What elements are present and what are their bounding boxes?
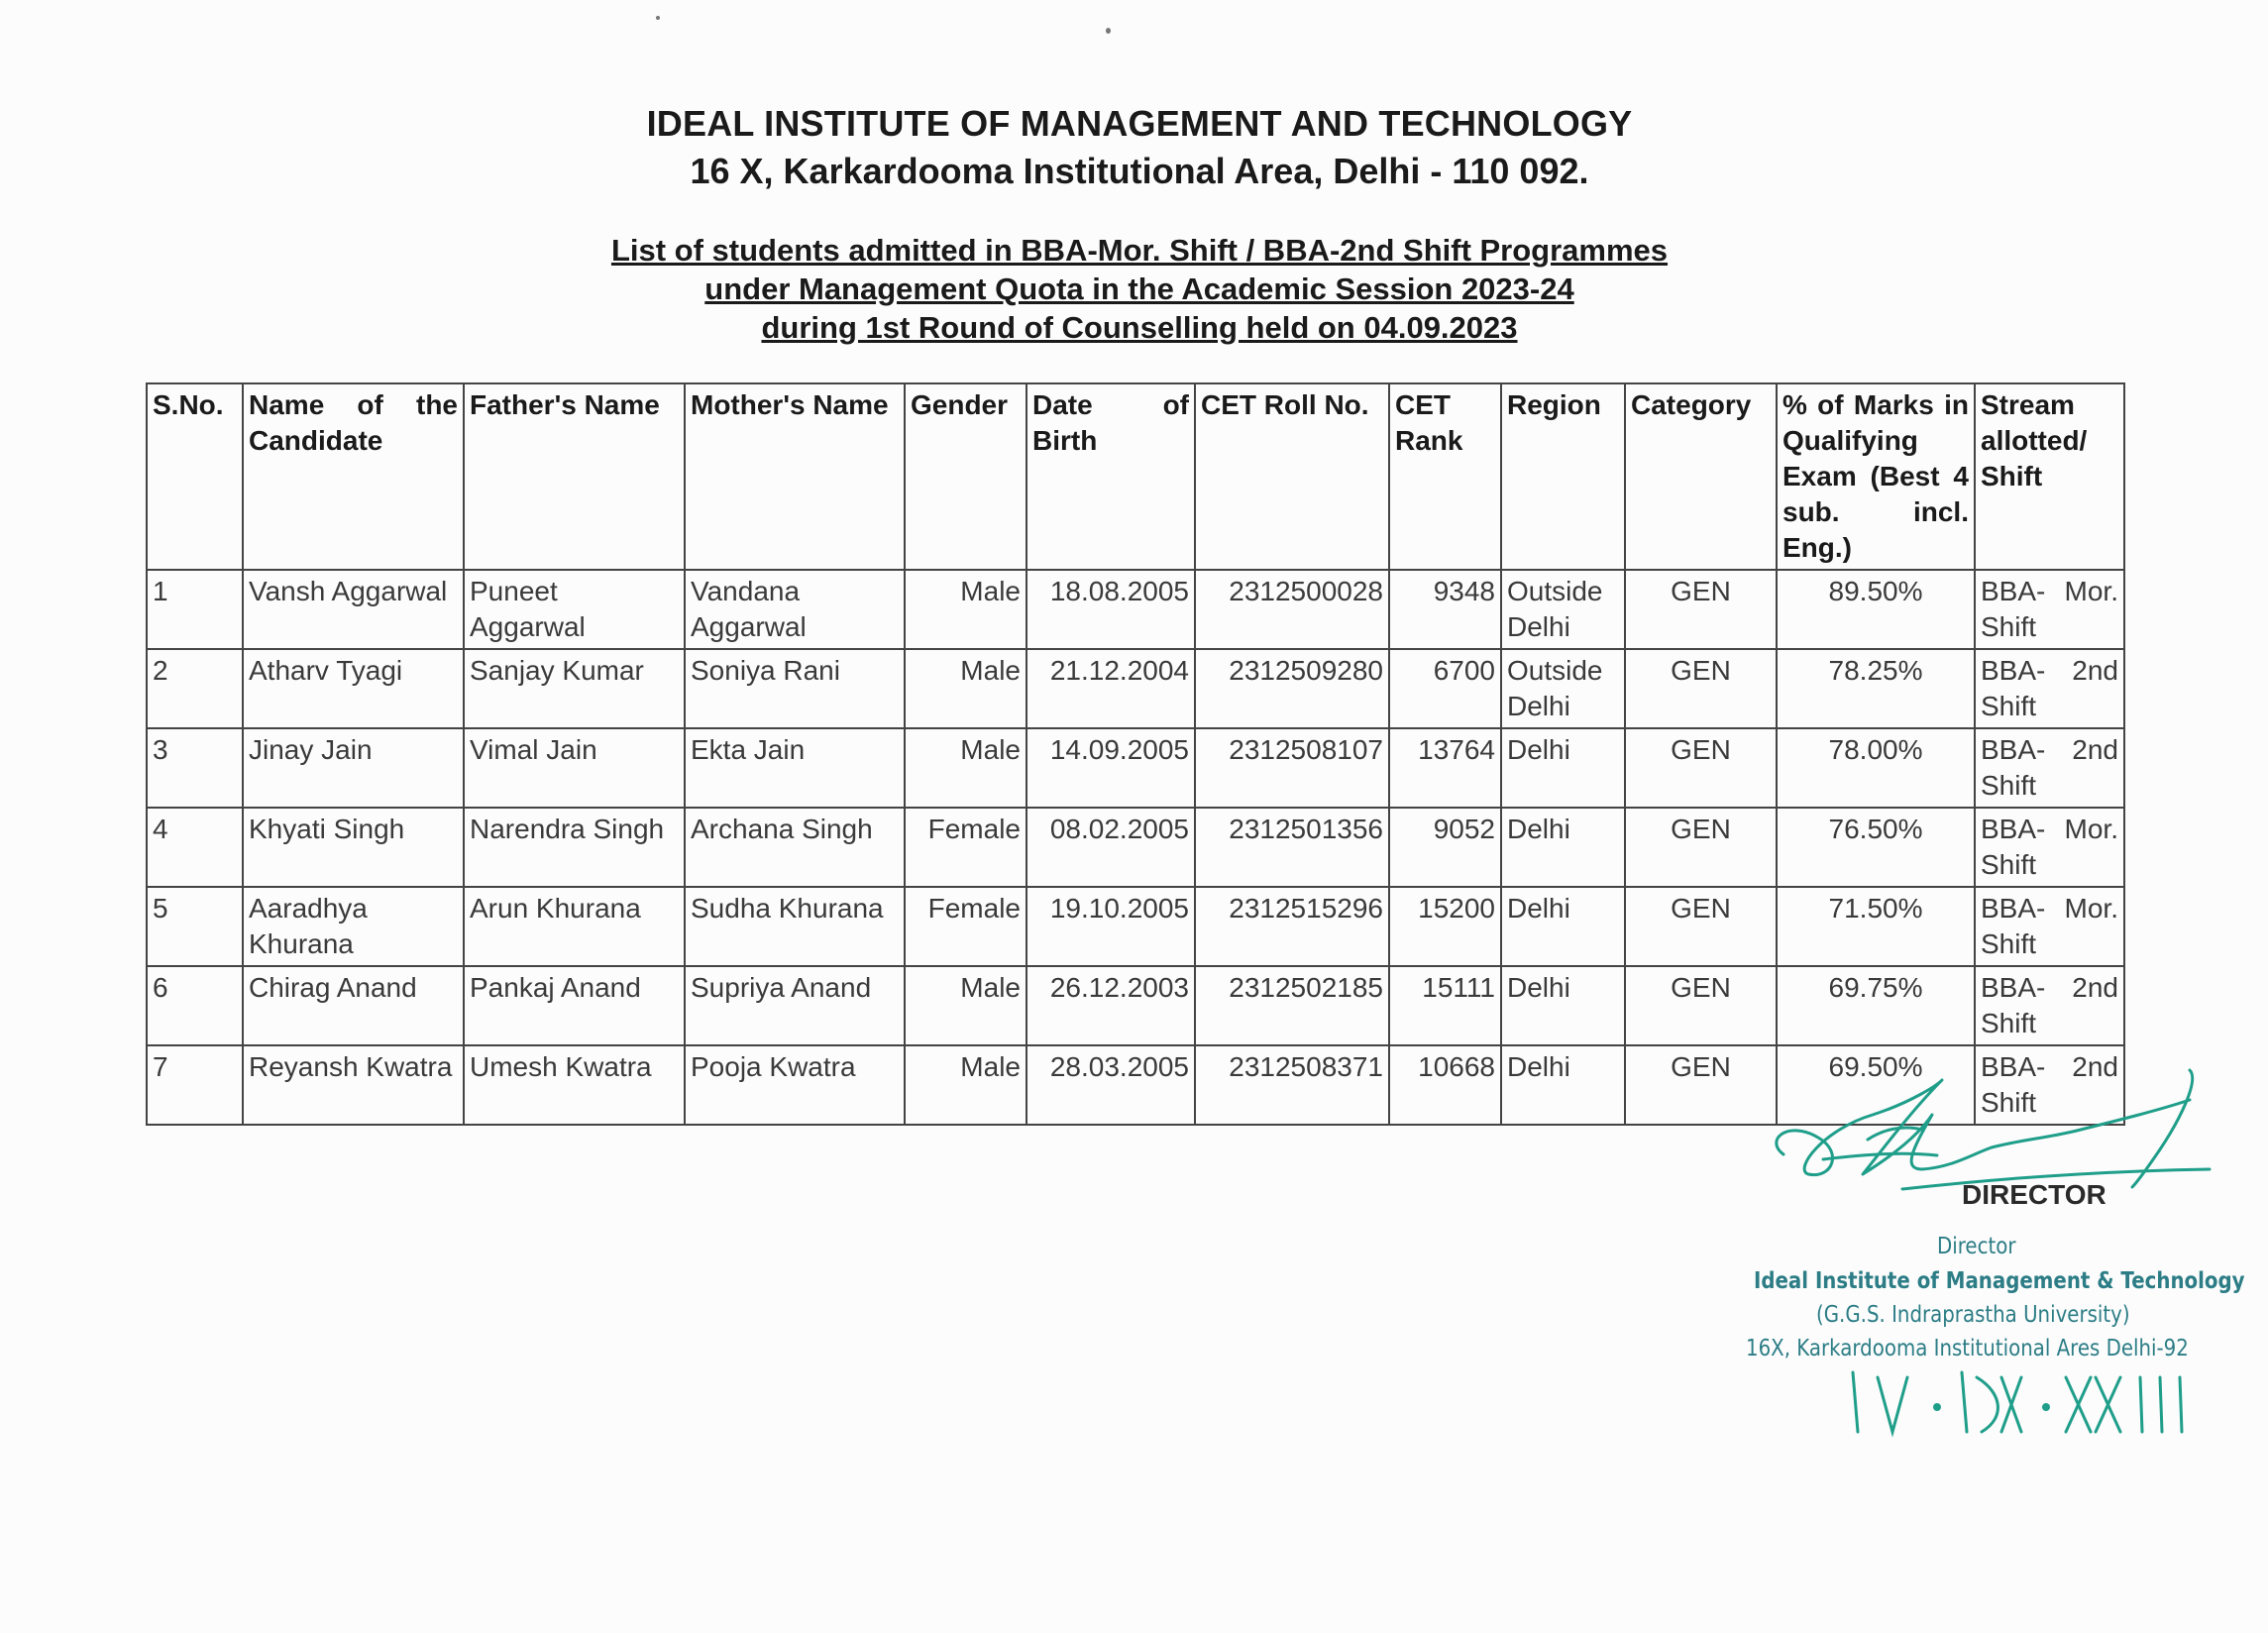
column-header: CET Roll No. [1195, 383, 1389, 570]
column-header: Region [1501, 383, 1625, 570]
column-header: % of Marks in Qualifying Exam (Best 4 sub. incl. Eng.) [1777, 383, 1975, 570]
cell-mother: Pooja Kwatra [685, 1045, 905, 1125]
cell-sno: 7 [147, 1045, 243, 1125]
cell-stream: BBA- Mor. Shift [1975, 570, 2124, 649]
column-header: Category [1625, 383, 1777, 570]
cell-gender: Female [905, 808, 1026, 887]
cell-father: Umesh Kwatra [464, 1045, 685, 1125]
cell-sno: 1 [147, 570, 243, 649]
scan-speck [656, 16, 660, 20]
column-header: S.No. [147, 383, 243, 570]
cell-region: Delhi [1501, 1045, 1625, 1125]
cell-candidate: Khyati Singh [243, 808, 464, 887]
director-label: DIRECTOR [1962, 1179, 2106, 1210]
cell-marks: 76.50% [1777, 808, 1975, 887]
cell-rank: 9348 [1389, 570, 1501, 649]
cell-father: Arun Khurana [464, 887, 685, 966]
handwritten-date [1833, 1362, 2210, 1442]
stamp-institute: Ideal Institute of Management & Technology [1754, 1268, 2245, 1294]
cell-marks: 69.75% [1777, 966, 1975, 1045]
cell-father: Sanjay Kumar [464, 649, 685, 728]
cell-gender: Female [905, 887, 1026, 966]
column-header: Name of the Candidate [243, 383, 464, 570]
cell-father: Puneet Aggarwal [464, 570, 685, 649]
cell-gender: Male [905, 570, 1026, 649]
cell-candidate: Atharv Tyagi [243, 649, 464, 728]
cell-candidate: Vansh Aggarwal [243, 570, 464, 649]
cell-sno: 4 [147, 808, 243, 887]
cell-category: GEN [1625, 728, 1777, 808]
column-header: CET Rank [1389, 383, 1501, 570]
cell-dob: 19.10.2005 [1026, 887, 1195, 966]
column-header: Gender [905, 383, 1026, 570]
cell-roll-no: 2312502185 [1195, 966, 1389, 1045]
cell-rank: 15111 [1389, 966, 1501, 1045]
cell-rank: 15200 [1389, 887, 1501, 966]
table-row [147, 966, 2124, 1045]
cell-roll-no: 2312501356 [1195, 808, 1389, 887]
table-header-row [147, 383, 2124, 570]
cell-roll-no: 2312515296 [1195, 887, 1389, 966]
column-header: Mother's Name [685, 383, 905, 570]
cell-stream: BBA- 2nd Shift [1975, 1045, 2124, 1125]
cell-father: Narendra Singh [464, 808, 685, 887]
stamp-address: 16X, Karkardooma Institutional Ares Delhi-92 [1746, 1336, 2189, 1361]
cell-region: Delhi [1501, 728, 1625, 808]
cell-candidate: Aaradhya Khurana [243, 887, 464, 966]
table-row [147, 887, 2124, 966]
stamp-title: Director [1937, 1234, 2016, 1259]
cell-sno: 5 [147, 887, 243, 966]
column-header: Date of Birth [1026, 383, 1195, 570]
cell-dob: 26.12.2003 [1026, 966, 1195, 1045]
cell-rank: 13764 [1389, 728, 1501, 808]
list-title-line-2: under Management Quota in the Academic Session 2023-24 [704, 272, 1574, 306]
cell-gender: Male [905, 966, 1026, 1045]
cell-region: Delhi [1501, 808, 1625, 887]
scan-speck [1106, 28, 1111, 34]
cell-dob: 21.12.2004 [1026, 649, 1195, 728]
cell-gender: Male [905, 649, 1026, 728]
cell-candidate: Chirag Anand [243, 966, 464, 1045]
cell-roll-no: 2312508371 [1195, 1045, 1389, 1125]
cell-marks: 71.50% [1777, 887, 1975, 966]
cell-rank: 6700 [1389, 649, 1501, 728]
cell-mother: Archana Singh [685, 808, 905, 887]
cell-rank: 10668 [1389, 1045, 1501, 1125]
cell-sno: 6 [147, 966, 243, 1045]
cell-stream: BBA- Mor. Shift [1975, 808, 2124, 887]
cell-category: GEN [1625, 570, 1777, 649]
cell-region: Delhi [1501, 887, 1625, 966]
cell-category: GEN [1625, 966, 1777, 1045]
cell-candidate: Jinay Jain [243, 728, 464, 808]
cell-region: Outside Delhi [1501, 570, 1625, 649]
cell-dob: 28.03.2005 [1026, 1045, 1195, 1125]
cell-dob: 08.02.2005 [1026, 808, 1195, 887]
table-row [147, 570, 2124, 649]
cell-gender: Male [905, 728, 1026, 808]
institute-address: 16 X, Karkardooma Institutional Area, Delhi - 110 092. [690, 151, 1589, 191]
cell-mother: Ekta Jain [685, 728, 905, 808]
cell-marks: 78.00% [1777, 728, 1975, 808]
cell-mother: Supriya Anand [685, 966, 905, 1045]
cell-category: GEN [1625, 808, 1777, 887]
cell-category: GEN [1625, 1045, 1777, 1125]
cell-category: GEN [1625, 649, 1777, 728]
cell-region: Outside Delhi [1501, 649, 1625, 728]
list-title-line-3: during 1st Round of Counselling held on 04.09.2023 [761, 310, 1518, 345]
table-row [147, 649, 2124, 728]
cell-stream: BBA- Mor. Shift [1975, 887, 2124, 966]
cell-marks: 69.50% [1777, 1045, 1975, 1125]
cell-roll-no: 2312508107 [1195, 728, 1389, 808]
cell-category: GEN [1625, 887, 1777, 966]
cell-father: Pankaj Anand [464, 966, 685, 1045]
cell-dob: 18.08.2005 [1026, 570, 1195, 649]
institute-name: IDEAL INSTITUTE OF MANAGEMENT AND TECHNOLOGY [646, 103, 1633, 144]
cell-mother: Soniya Rani [685, 649, 905, 728]
stamp-university: (G.G.S. Indraprastha University) [1816, 1302, 2130, 1328]
cell-roll-no: 2312509280 [1195, 649, 1389, 728]
cell-candidate: Reyansh Kwatra [243, 1045, 464, 1125]
cell-rank: 9052 [1389, 808, 1501, 887]
column-header: Father's Name [464, 383, 685, 570]
cell-marks: 89.50% [1777, 570, 1975, 649]
cell-mother: Vandana Aggarwal [685, 570, 905, 649]
cell-dob: 14.09.2005 [1026, 728, 1195, 808]
cell-region: Delhi [1501, 966, 1625, 1045]
cell-mother: Sudha Khurana [685, 887, 905, 966]
cell-father: Vimal Jain [464, 728, 685, 808]
cell-sno: 2 [147, 649, 243, 728]
table-row [147, 808, 2124, 887]
cell-sno: 3 [147, 728, 243, 808]
cell-roll-no: 2312500028 [1195, 570, 1389, 649]
cell-stream: BBA- 2nd Shift [1975, 649, 2124, 728]
cell-marks: 78.25% [1777, 649, 1975, 728]
cell-stream: BBA- 2nd Shift [1975, 728, 2124, 808]
cell-stream: BBA- 2nd Shift [1975, 966, 2124, 1045]
list-title-line-1: List of students admitted in BBA-Mor. Shift / BBA-2nd Shift Programmes [610, 233, 1669, 268]
admitted-students-table [146, 382, 2125, 1126]
cell-gender: Male [905, 1045, 1026, 1125]
column-header: Stream allotted/ Shift [1975, 383, 2124, 570]
table-row [147, 728, 2124, 808]
